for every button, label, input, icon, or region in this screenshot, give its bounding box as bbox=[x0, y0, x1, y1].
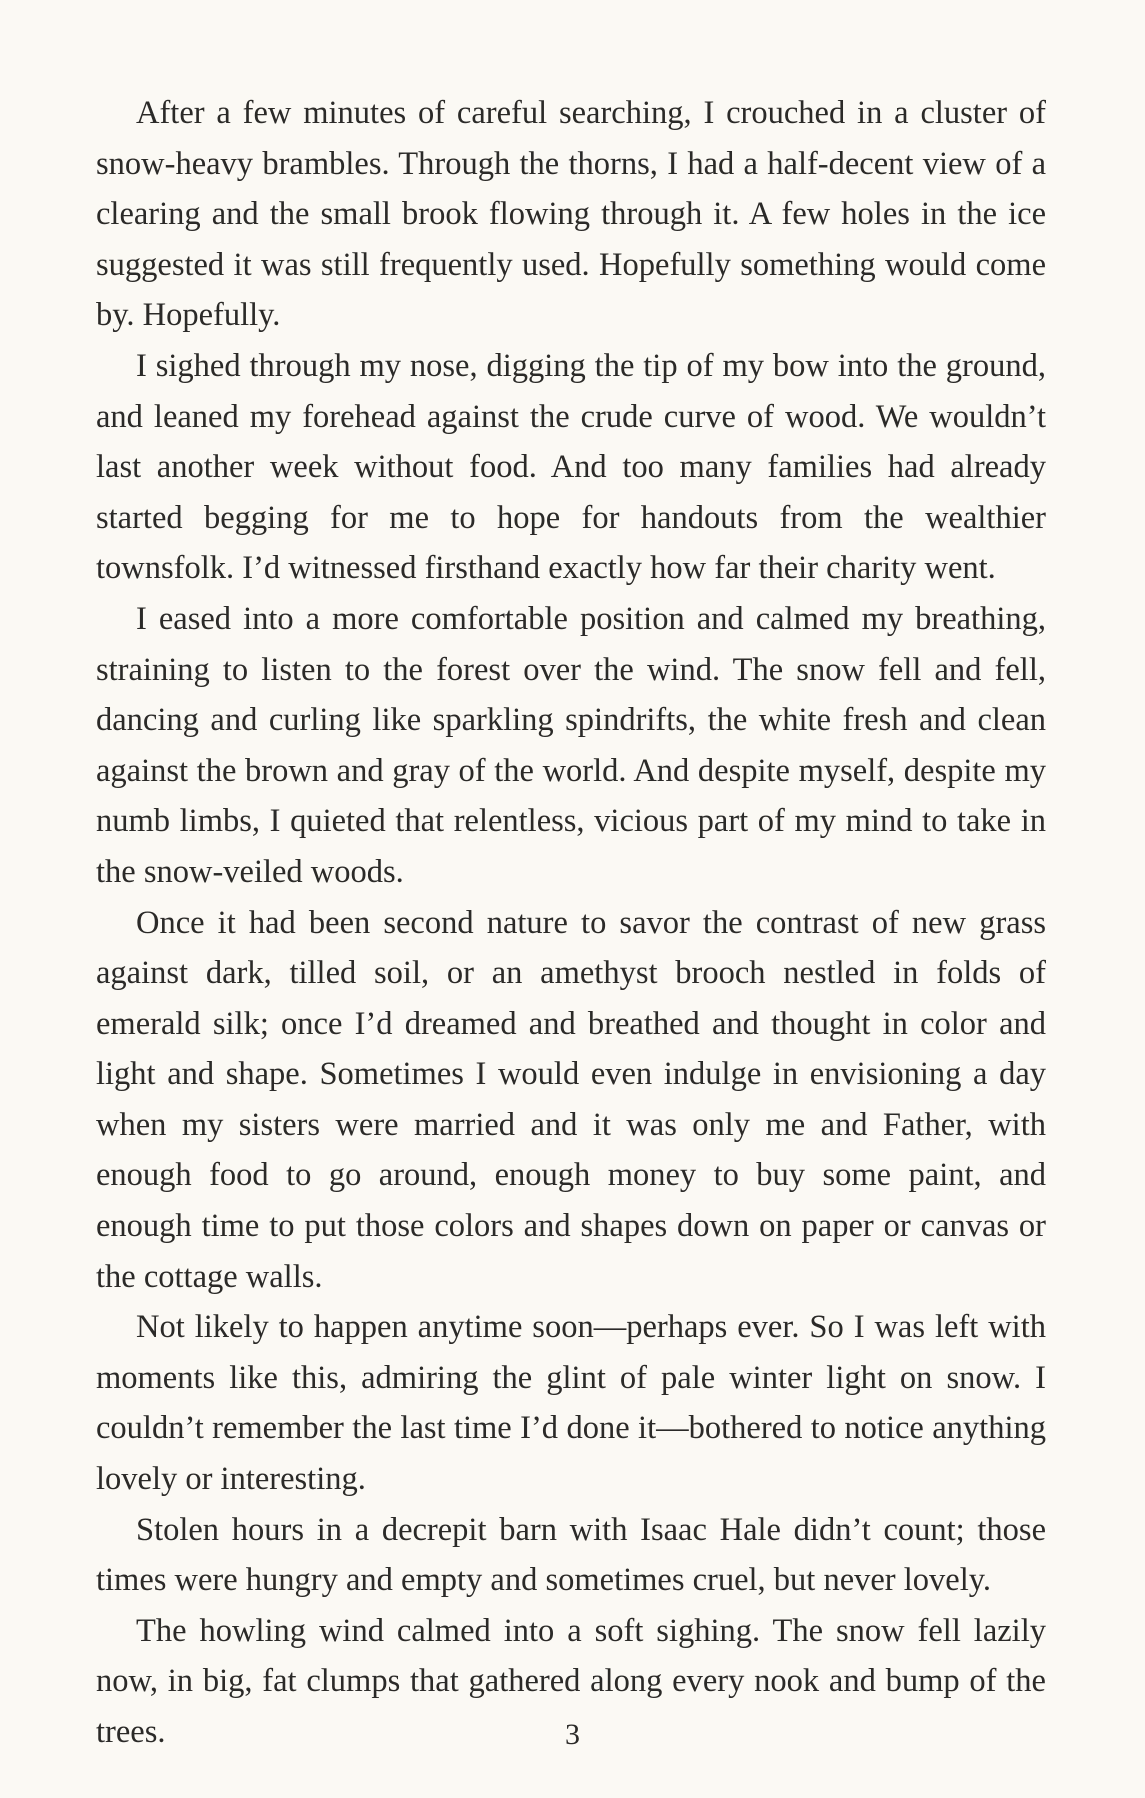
paragraph-4: Once it had been second nature to savor the contrast of new grass against dark, tilled soil, or an amethyst brooch nestled in folds of emerald silk; once I’d dreamed and breathed and thought in color and light and shape. Sometimes I would even indulge in envisioning a day when my sisters were married and it was only me and Father, with enough food to go around, enough money to buy some paint, and enough time to put those colors and shapes down on paper or canvas or the cottage walls. bbox=[96, 904, 1046, 1295]
paragraph-7: The howling wind calmed into a soft sighing. The snow fell lazily now, in big, fat clumps that gathered along every nook and bump of the trees. bbox=[96, 1612, 1046, 1750]
paragraph-1: After a few minutes of careful searching, I crouched in a cluster of snow-heavy brambles. Through the thorns, I had a half-decent view of a clearing and the small brook flowing through it. A few holes in the ice suggested it was still frequently used. Hopefully something would come by. Hopefully. bbox=[96, 95, 1046, 334]
paragraph-3: I eased into a more comfortable position and calmed my breathing, straining to listen to the forest over the wind. The snow fell and fell, dancing and curling like sparkling spindrifts, the white fresh and clean against the brown and gray of the world. And despite myself, despite my numb limbs, I quieted that relentless, vicious part of my mind to take in the snow-veiled woods. bbox=[96, 600, 1046, 890]
paragraph-6: Stolen hours in a decrepit barn with Isaac Hale didn’t count; those times were hungry and empty and sometimes cruel, but never lovely. bbox=[96, 1511, 1046, 1599]
body-text bbox=[96, 88, 1046, 1758]
paragraph-2: I sighed through my nose, digging the tip of my bow into the ground, and leaned my forehead against the crude curve of wood. We wouldn’t last another week without food. And too many families had already started begging for me to hope for handouts from the wealthier townsfolk. I’d witnessed firsthand exactly how far their charity went. bbox=[96, 347, 1046, 587]
paragraph-5: Not likely to happen anytime soon—perhaps ever. So I was left with moments like this, admiring the glint of pale winter light on snow. I couldn’t remember the last time I’d done it—bothered to notice anything lovely or interesting. bbox=[96, 1309, 1046, 1498]
page-number: 3 bbox=[565, 1718, 580, 1751]
